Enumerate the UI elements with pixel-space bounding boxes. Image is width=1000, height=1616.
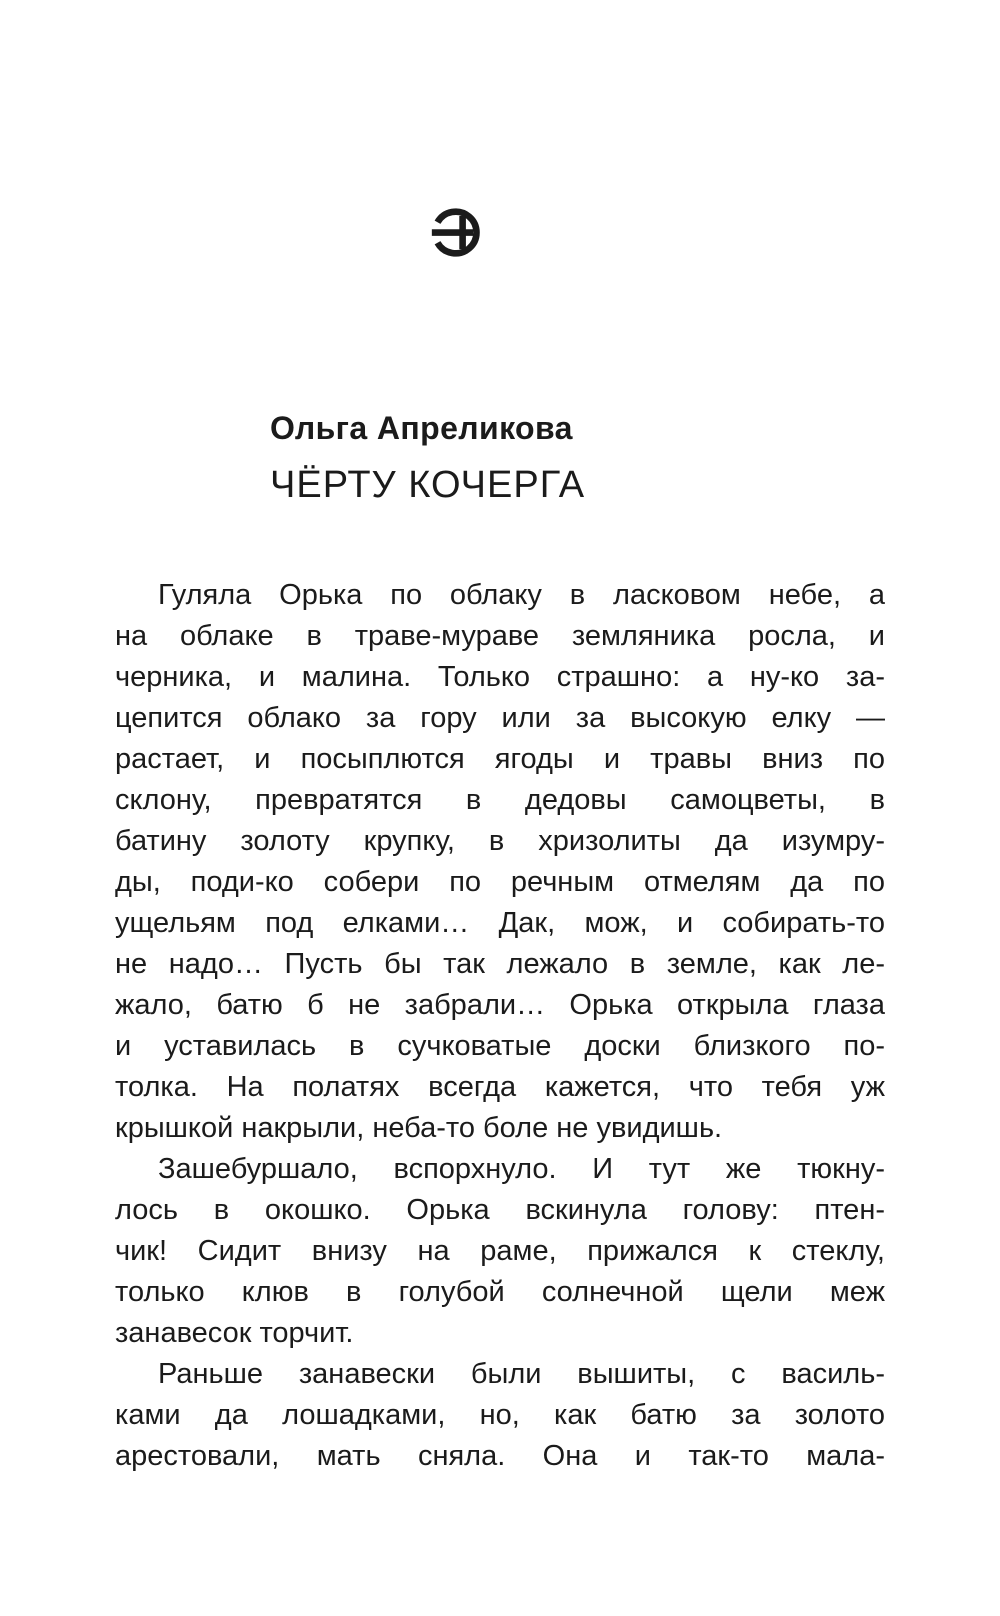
paragraph [115,1149,885,1354]
text-line: лось в окошко. Орька вскинула голову: птен- [115,1194,885,1226]
text-line: и уставилась в сучковатые доски близкого по- [115,1030,885,1062]
text-line: крышкой накрыли, неба-то боле не увидишь. [115,1112,723,1144]
eksmo-publisher-logo-icon [429,206,482,259]
text-line: арестовали, мать сняла. Она и так-то мала- [115,1440,885,1472]
body-text [115,575,885,1477]
book-title: ЧЁРТУ КОЧЕРГА [270,464,586,506]
text-line: не надо… Пусть бы так лежало в земле, как ле- [115,948,885,980]
paragraph [115,1354,885,1477]
text-line: цепится облако за гору или за высокую елку — [115,702,885,734]
text-line: черника, и малина. Только страшно: а ну-ко за- [115,661,885,693]
text-line: занавесок торчит. [115,1317,354,1349]
text-line: толка. На полатях всегда кажется, что тебя уж [115,1071,885,1103]
text-line: только клюв в голубой солнечной щели меж [115,1276,885,1308]
text-line: Зашебуршало, вспорхнуло. И тут же тюкну- [158,1153,885,1185]
text-line: растает, и посыплются ягоды и травы вниз по [115,743,885,775]
text-line: на облаке в траве-мураве земляника росла, и [115,620,885,652]
text-line: батину золоту крупку, в хризолиты да изумру- [115,825,885,857]
text-line: ками да лошадками, но, как батю за золото [115,1399,885,1431]
paragraph [115,575,885,1149]
text-line: жало, батю б не забрали… Орька открыла глаза [115,989,885,1021]
text-line: Раньше занавески были вышиты, с василь- [158,1358,885,1390]
text-line: чик! Сидит внизу на раме, прижался к стеклу, [115,1235,885,1267]
text-line: Гуляла Орька по облаку в ласковом небе, а [158,579,885,611]
text-line: склону, превратятся в дедовы самоцветы, в [115,784,885,816]
text-line: ды, поди-ко собери по речным отмелям да по [115,866,885,898]
text-line: ущельям под елками… Дак, мож, и собирать-то [115,907,885,939]
book-author: Ольга Апреликова [270,410,573,446]
